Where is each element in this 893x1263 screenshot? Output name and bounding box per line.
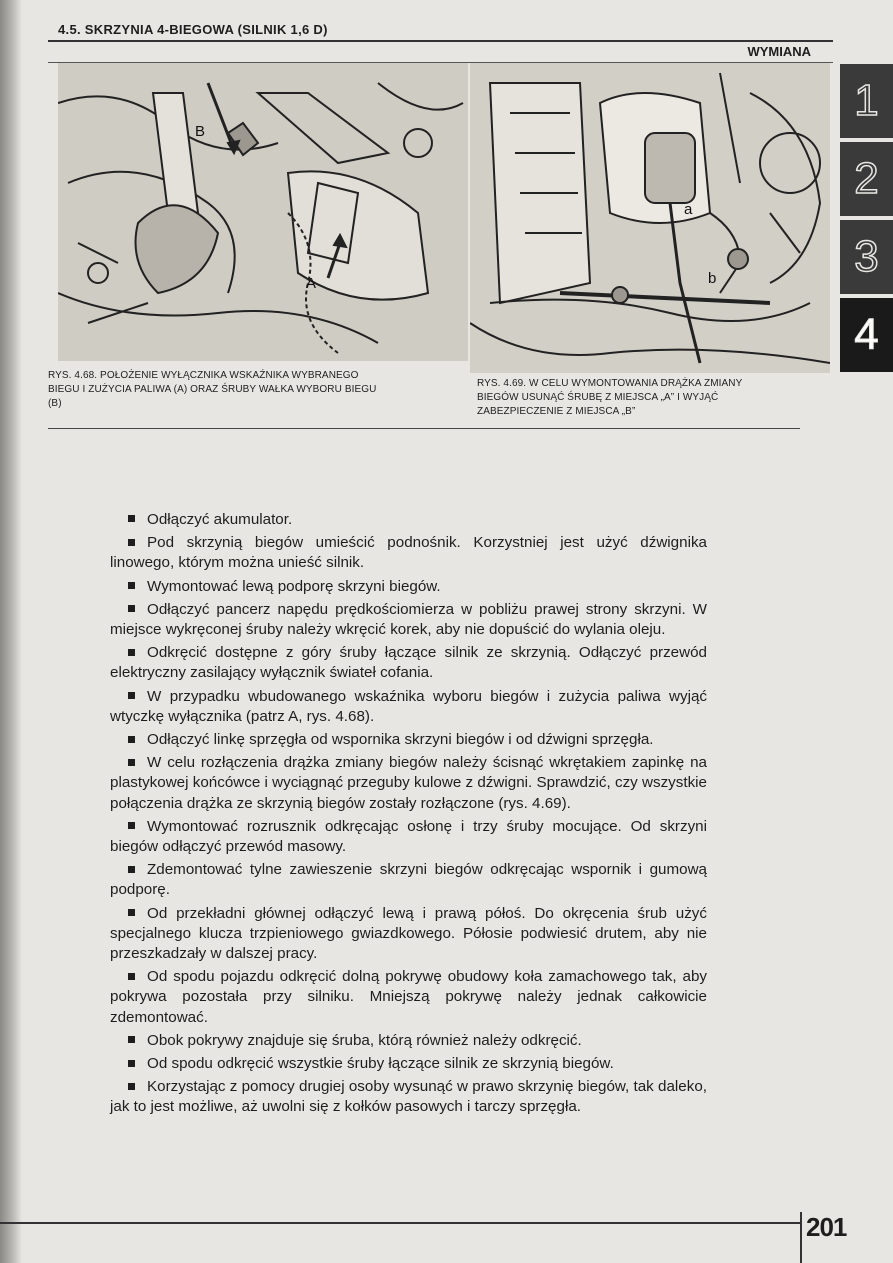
list-item: Od spodu odkręcić wszystkie śruby łączące silnik ze skrzynią biegów. xyxy=(110,1054,707,1074)
figure-4-69-caption: RYS. 4.69. W CELU WYMONTOWANIA DRĄŻKA ZMIANY BIEGÓW USUNĄĆ ŚRUBĘ Z MIEJSCA „A” I WYJĄĆ ZABEZPIECZENIE Z MIEJSCA „B” xyxy=(477,378,743,417)
bullet-icon xyxy=(128,605,135,612)
chapter-tab-1 xyxy=(840,64,893,138)
bullet-icon xyxy=(128,1036,135,1043)
list-item: Obok pokrywy znajduje się śruba, którą również należy odkręcić. xyxy=(110,1031,707,1051)
footer-rule xyxy=(0,1222,800,1224)
bullet-icon xyxy=(128,692,135,699)
bullet-icon xyxy=(128,866,135,873)
figure-label-b-small: b xyxy=(708,270,717,287)
list-item: Odłączyć akumulator. xyxy=(110,510,707,530)
chapter-tab-3-label: 3 xyxy=(854,232,879,281)
figure-label-a-small: a xyxy=(684,201,693,218)
bullet-icon xyxy=(128,649,135,656)
list-item: W celu rozłączenia drążka zmiany biegów należy ścisnąć wkrętakiem zapinkę na plastykowej końcówce i wyciągnąć przeguby kulowe z dźwigni. Sprawdzić, czy wszystkie połączenia drążka ze skrzynią biegów zostały rozłączone (rys. 4.69). xyxy=(110,754,707,812)
chapter-tab-1-label: 1 xyxy=(854,76,879,125)
list-item: Wymontować lewą podporę skrzyni biegów. xyxy=(110,577,707,597)
figure-4-68-caption: RYS. 4.68. POŁOŻENIE WYŁĄCZNIKA WSKAŹNIKA WYBRANEGO BIEGU I ZUŻYCIA PALIWA (A) ORAZ ŚRUBY WAŁKA WYBORU BIEGU (B) xyxy=(48,370,377,409)
bullet-icon xyxy=(128,822,135,829)
page-number: 201 xyxy=(806,1212,847,1242)
footer-divider xyxy=(800,1212,802,1263)
chapter-tab-2-label: 2 xyxy=(854,154,879,203)
bullet-icon xyxy=(128,973,135,980)
figure-4-68 xyxy=(58,63,468,361)
list-item: W przypadku wbudowanego wskaźnika wyboru biegów i zużycia paliwa wyjąć wtyczkę wyłącznika (patrz A, rys. 4.68). xyxy=(110,687,707,725)
bullet-icon xyxy=(128,736,135,743)
bullet-icon xyxy=(128,1083,135,1090)
section-header: 4.5. SKRZYNIA 4-BIEGOWA (SILNIK 1,6 D) xyxy=(58,22,328,37)
list-item: Odkręcić dostępne z góry śruby łączące silnik ze skrzynią. Odłączyć przewód elektryczny zasilający wyłącznik świateł cofania. xyxy=(110,644,707,682)
caption-separator xyxy=(48,428,800,429)
list-item: Odłączyć pancerz napędu prędkościomierza w pobliżu prawej strony skrzyni. W miejsce wykręconej śruby należy wkręcić korek, aby nie dopuścić do wylania oleju. xyxy=(110,600,707,639)
bullet-icon xyxy=(128,759,135,766)
list-item: Pod skrzynią biegów umieścić podnośnik. Korzystniej jest użyć dźwignika linowego, którym można unieść silnik. xyxy=(110,534,707,572)
list-item: Zdemontować tylne zawieszenie skrzyni biegów odkręcając wspornik i gumową podporę. xyxy=(110,861,707,899)
list-item: Wymontować rozrusznik odkręcając osłonę i trzy śruby mocujące. Od skrzyni biegów odłączyć przewód masowy. xyxy=(110,817,707,856)
section-subheader: WYMIANA xyxy=(747,44,811,59)
figure-label-a: A xyxy=(306,275,317,292)
bullet-icon xyxy=(128,909,135,916)
figure-4-68-drawing xyxy=(58,63,468,361)
bullet-icon xyxy=(128,515,135,522)
bullet-icon xyxy=(128,582,135,589)
page-edge-shadow xyxy=(0,0,22,1263)
figure-4-69 xyxy=(470,63,830,373)
chapter-tabs xyxy=(840,64,893,376)
chapter-tab-4 xyxy=(840,298,893,372)
list-item: Odłączyć linkę sprzęgła od wspornika skrzyni biegów i od dźwigni sprzęgła. xyxy=(110,730,707,750)
list-item: Od spodu pojazdu odkręcić dolną pokrywę obudowy koła zamachowego tak, aby pokrywa pozostała przy silniku. Mniejszą pokrywę należy jednak całkowicie zdemontować. xyxy=(110,968,707,1026)
figure-label-b: B xyxy=(195,123,206,140)
list-item: Od przekładni głównej odłączyć lewą i prawą półoś. Do okręcenia śrub użyć specjalnego klucza trzpieniowego gwiazdkowego. Półosie podwiesić drutem, aby nie przeszkadzały w dalszej pracy. xyxy=(110,904,707,963)
chapter-tab-4-label: 4 xyxy=(854,310,879,359)
list-item: Korzystając z pomocy drugiej osoby wysunąć w prawo skrzynię biegów, tak daleko, jak to jest możliwe, aż uwolni się z kołków pasowych i tarczy sprzęgła. xyxy=(110,1078,707,1116)
bullet-icon xyxy=(128,539,135,546)
chapter-tab-3 xyxy=(840,220,893,294)
bullet-icon xyxy=(128,1060,135,1067)
header-rule xyxy=(48,40,833,42)
instruction-list xyxy=(110,510,707,1121)
figure-4-69-drawing xyxy=(470,63,830,373)
chapter-tab-2 xyxy=(840,142,893,216)
